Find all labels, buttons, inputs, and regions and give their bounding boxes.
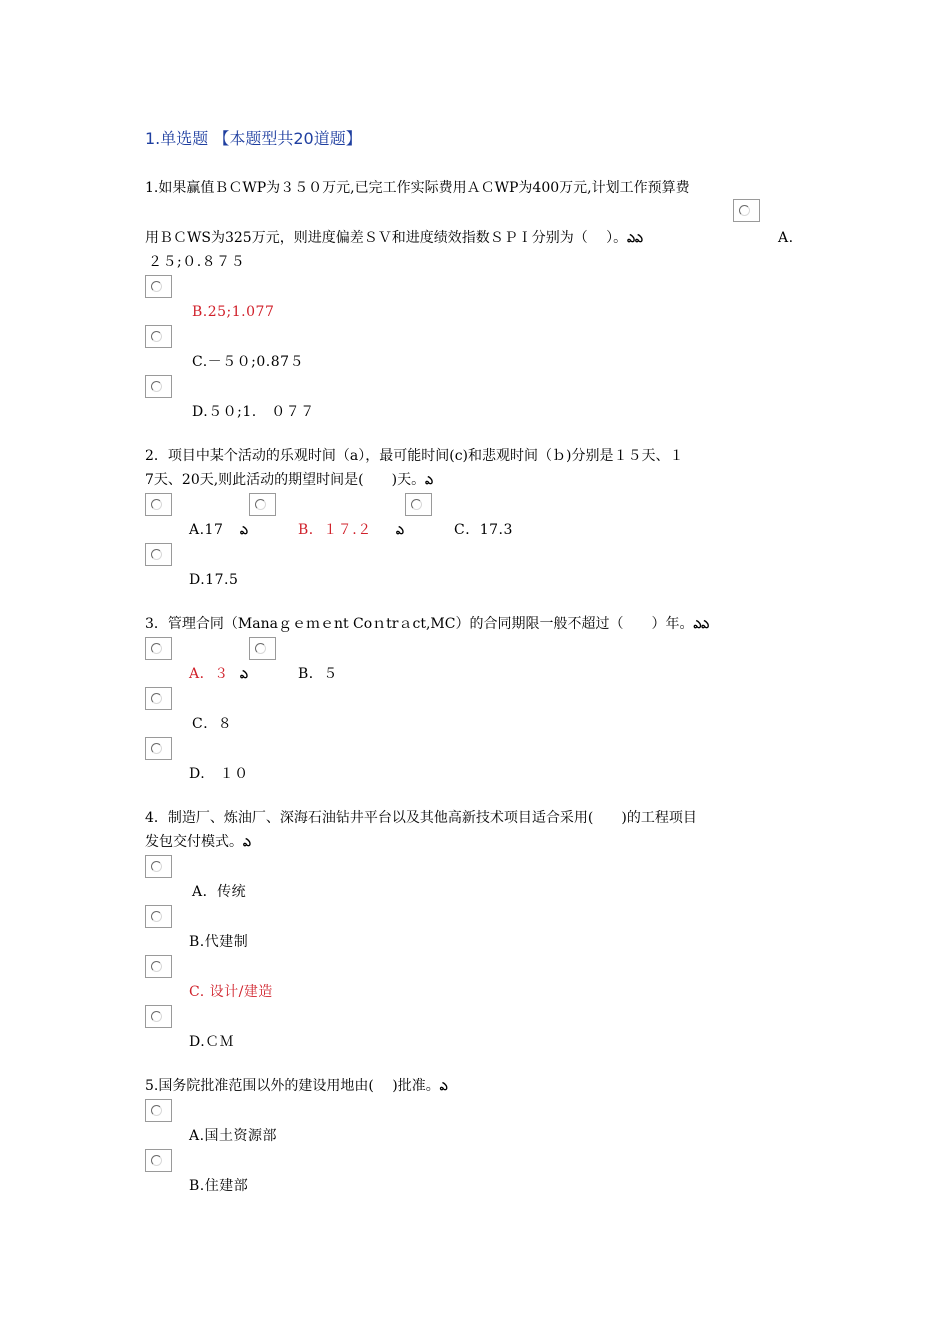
q4-option-a-radio[interactable] [145,855,172,878]
question-4-text-line2: 发包交付模式。ఎ [145,834,251,850]
q2-option-d-label: D.17.5 [189,572,239,588]
paragraph-mark: ఎ [396,524,404,537]
paragraph-mark: ఎ [243,836,251,849]
paragraph-mark: ఎఎ [627,232,643,245]
q1-option-c-radio[interactable] [145,325,172,348]
paragraph-mark: ఎ [439,1080,448,1093]
question-3-text-line1: 3．管理合同（Manaｇｅｍｅnt Coｎtrａct,MC）的合同期限一般不超过（ ）年。ఎఎ [145,616,710,632]
q4-option-d-label: D.ＣＭ [189,1034,235,1050]
q3-option-b-label: B．５ [298,666,338,682]
q4-option-c-radio[interactable] [145,955,172,978]
q4-option-b-label: B.代建制 [189,934,249,950]
q3-option-b-radio[interactable] [249,637,276,660]
q1-option-a-value: ２５;０.８７５ [148,254,246,270]
q3-option-a-label: A．３ [189,666,229,682]
question-4-text-line1: 4．制造厂、炼油厂、深海石油钻井平台以及其他高新技术项目适合采用( )的工程项目 [145,810,697,826]
paragraph-mark: ఎఎ [693,618,710,631]
q2-option-a-label: A.17 [189,522,224,538]
question-2-text-line2: 7天、20天,则此活动的期望时间是( )天。ఎ [145,472,433,488]
section-title: 1.单选题 【本题型共20道题】 [145,129,362,148]
paragraph-mark: ఎ [240,668,248,681]
q3-option-c-radio[interactable] [145,687,172,710]
q3-option-d-label: D. １０ [189,766,249,782]
q2-option-a-radio[interactable] [145,493,172,516]
q2-option-c-radio[interactable] [405,493,432,516]
q1-option-c-label: C.－５０;0.87５ [192,354,305,370]
q4-option-c-label: C. 设计/建造 [189,984,273,1000]
q5-option-b-label: B.住建部 [189,1178,249,1194]
q3-option-a-radio[interactable] [145,637,172,660]
q4-option-a-label: A．传统 [192,884,247,900]
q1-option-a-label: A. [778,230,794,246]
paragraph-mark: ఎ [425,474,433,487]
q5-option-a-radio[interactable] [145,1099,172,1122]
question-1-text-line2: 用ＢＣWS为325万元，则进度偏差ＳＶ和进度绩效指数ＳＰＩ分别为（ ）。ఎఎ [145,230,643,246]
q1-option-d-label: D.５０;1. ０７７ [192,404,315,420]
q2-option-d-radio[interactable] [145,543,172,566]
q2-option-b-radio[interactable] [249,493,276,516]
q1-option-d-radio[interactable] [145,375,172,398]
q2-option-b-label: B．１７.２ [298,522,372,538]
q1-option-b-label: B.25;1.077 [192,304,275,320]
question-1-text-line1: 1.如果赢值ＢＣWP为３５０万元,已完工作实际费用ＡＣWP为400万元,计划工作预算费 [145,180,690,196]
q3-option-d-radio[interactable] [145,737,172,760]
question-2-text-line1: 2．项目中某个活动的乐观时间（a），最可能时间(c)和悲观时间（ｂ)分别是１５天、１ [145,448,684,464]
q1-option-b-radio[interactable] [145,275,172,298]
q3-option-c-label: C．８ [192,716,233,732]
q1-option-a-radio[interactable] [733,199,760,222]
q5-option-a-label: A.国土资源部 [189,1128,278,1144]
q2-option-c-label: C．17.3 [454,522,513,538]
q4-option-b-radio[interactable] [145,905,172,928]
q5-option-b-radio[interactable] [145,1149,172,1172]
paragraph-mark: ఎ [240,524,248,537]
question-5-text-line1: 5.国务院批准范围以外的建设用地由( )批准。ఎ [145,1078,448,1094]
q4-option-d-radio[interactable] [145,1005,172,1028]
